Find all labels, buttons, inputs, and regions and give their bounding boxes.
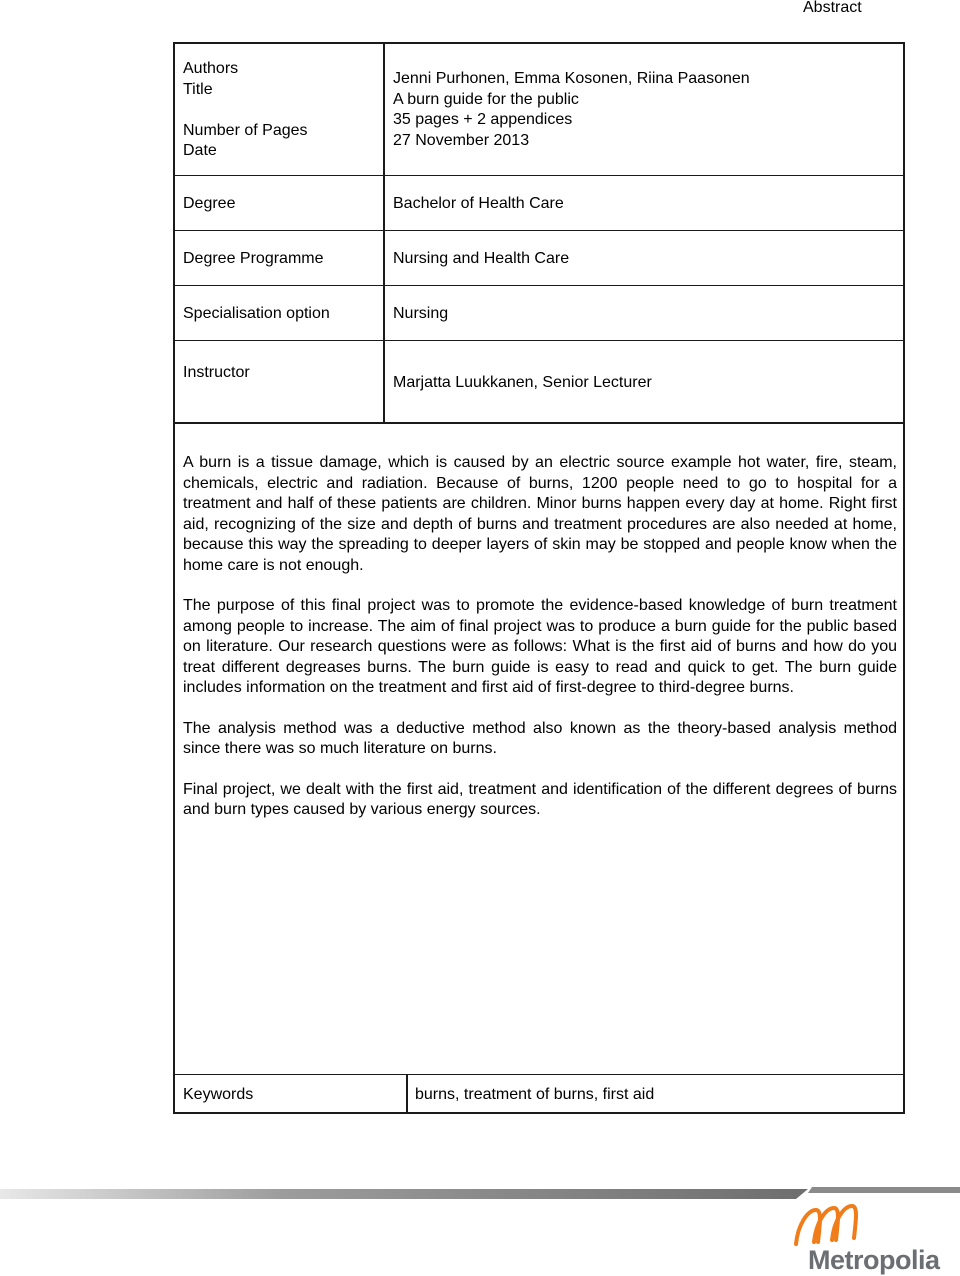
- value-number-of-pages: 35 pages + 2 appendices: [393, 111, 573, 128]
- row-divider: [175, 175, 903, 176]
- page-header-abstract: Abstract: [803, 0, 862, 16]
- row-divider: [175, 285, 903, 286]
- abstract-paragraph: Final project, we dealt with the first aid, treatment and identification of the different degrees of burns and burn types caused by various energy sources.: [183, 780, 897, 818]
- row-divider: [175, 422, 903, 424]
- label-date: Date: [183, 142, 217, 159]
- column-divider: [383, 44, 385, 422]
- label-instructor: Instructor: [183, 364, 250, 381]
- row-divider: [175, 1074, 903, 1075]
- value-date: 27 November 2013: [393, 132, 530, 149]
- label-degree-programme: Degree Programme: [183, 250, 324, 267]
- logo-wordmark: Metropolia: [808, 1245, 940, 1275]
- abstract-form: [173, 42, 905, 1114]
- value-degree-programme: Nursing and Health Care: [393, 250, 570, 267]
- value-authors: Jenni Purhonen, Emma Kosonen, Riina Paasonen: [393, 70, 750, 87]
- abstract-paragraph: The analysis method was a deductive method also known as the theory-based analysis method since there was so much literature on burns.: [183, 719, 897, 757]
- label-keywords: Keywords: [183, 1086, 254, 1103]
- value-specialisation-option: Nursing: [393, 305, 449, 322]
- row-divider: [175, 340, 903, 341]
- value-instructor: Marjatta Luukkanen, Senior Lecturer: [393, 374, 652, 391]
- value-degree: Bachelor of Health Care: [393, 195, 564, 212]
- label-number-of-pages: Number of Pages: [183, 122, 308, 139]
- row-divider: [175, 230, 903, 231]
- label-authors: Authors: [183, 60, 239, 77]
- value-keywords: burns, treatment of burns, first aid: [415, 1086, 655, 1103]
- abstract-paragraph: A burn is a tissue damage, which is caused by an electric source example hot water, fire, steam, chemicals, electric and radiation. Because of burns, 1200 people need to go to hospital for a treatment and half of these patients are children. Minor burns happen every day at home. Right first aid, recognizing of the size and depth of burns and treatment procedures are also needed at home, because this way the spreading to deeper layers of skin may be stopped and people know when the home care is not enough.: [183, 454, 897, 574]
- label-specialisation-option: Specialisation option: [183, 305, 330, 322]
- column-divider: [406, 1074, 408, 1114]
- value-title: A burn guide for the public: [393, 91, 579, 108]
- label-title: Title: [183, 81, 213, 98]
- label-degree: Degree: [183, 195, 236, 212]
- abstract-paragraph: The purpose of this final project was to promote the evidence-based knowledge of burn treatment among people to increase. The aim of final project was to produce a burn guide for the public based on literature. Our research questions were as follows: What is the first aid of burns and how do you treat different degreases burns. The burn guide is easy to read and quick to get. The burn guide includes information on the treatment and first aid of first-degree to third-degree burns.: [183, 597, 897, 696]
- abstract-body: [183, 453, 897, 841]
